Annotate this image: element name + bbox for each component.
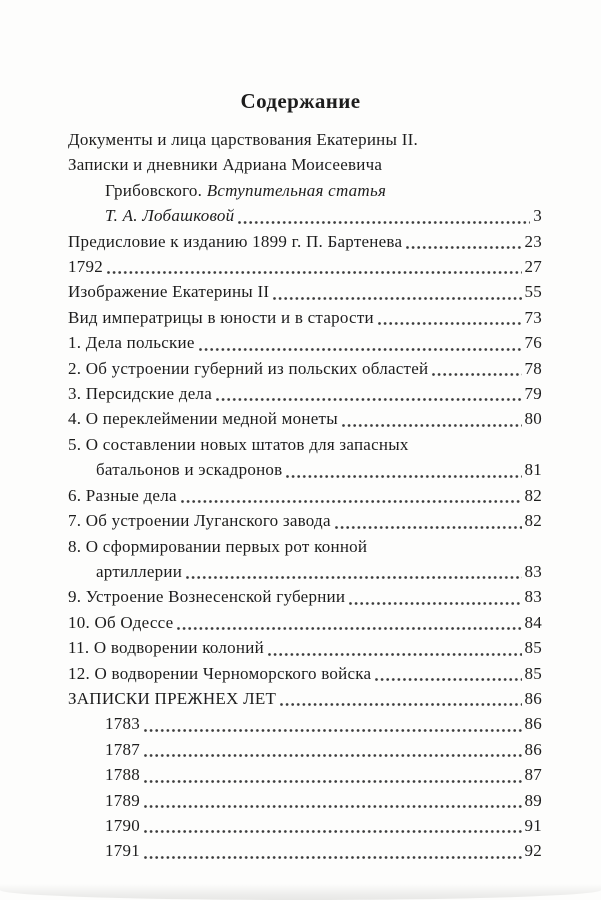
toc-entry-text: 1792 — [68, 257, 103, 277]
dot-leader — [177, 627, 521, 630]
page-number: 86 — [524, 739, 542, 759]
page-number: 73 — [524, 307, 542, 327]
dot-leader — [273, 297, 521, 300]
toc-entry-line — [68, 127, 542, 152]
toc-entry-line — [68, 381, 542, 406]
toc-entry-line — [68, 762, 542, 787]
page-number: 83 — [524, 587, 542, 607]
page-title: Содержание — [240, 89, 361, 113]
toc-entry-line — [68, 229, 542, 254]
dot-leader — [286, 475, 521, 478]
toc-entry-text: 1787 — [105, 739, 140, 759]
page-number: 84 — [524, 612, 542, 632]
toc-entry-line — [68, 635, 542, 660]
page-number: 76 — [524, 333, 542, 353]
toc-entry-line — [68, 203, 542, 228]
page-number: 55 — [524, 282, 542, 302]
toc-entry-text-italic: Вступительная статья — [206, 180, 387, 200]
dot-leader — [406, 246, 521, 249]
dot-leader — [144, 729, 522, 732]
toc-entry-text-normal: Грибовского. — [105, 180, 207, 200]
page-number: 79 — [524, 384, 542, 404]
page-number: 85 — [524, 638, 542, 658]
dot-leader — [342, 424, 522, 427]
dot-leader — [378, 322, 522, 325]
toc-entry-line — [68, 534, 542, 559]
dot-leader — [144, 780, 522, 783]
toc-entry-line — [68, 508, 542, 533]
toc-entry-line — [68, 356, 542, 381]
toc-entry-line — [68, 432, 542, 457]
toc-entry-text: 1783 — [105, 714, 140, 734]
toc-entry-text: 2. Об устроении губерний из польских областей — [68, 358, 429, 378]
page-number: 89 — [524, 790, 542, 810]
page-number: 27 — [524, 257, 542, 277]
toc-entry-line — [68, 559, 542, 584]
dot-leader — [280, 703, 521, 706]
page-bottom-shadow — [0, 884, 601, 900]
page-number: 23 — [524, 231, 542, 251]
dot-leader — [144, 830, 522, 833]
toc-entry-line — [68, 584, 542, 609]
page-number: 91 — [524, 815, 542, 835]
dot-leader — [216, 398, 521, 401]
toc-entry-line — [68, 152, 542, 177]
page-number: 92 — [524, 841, 542, 861]
toc-entry-line — [68, 788, 542, 813]
dot-leader — [181, 500, 522, 503]
dot-leader — [238, 221, 530, 224]
toc-entry-text: 4. О переклеймении медной монеты — [68, 409, 338, 429]
toc-entry-line — [68, 178, 542, 203]
dot-leader — [144, 754, 522, 757]
dot-leader — [335, 526, 522, 529]
toc-entry-text: Вид императрицы в юности и в старости — [68, 307, 374, 327]
toc-entry-text: 1788 — [105, 765, 140, 785]
toc-entry-line — [68, 610, 542, 635]
page-number: 3 — [533, 206, 542, 226]
toc-entry-text: 10. Об Одессе — [68, 612, 174, 632]
page-number: 85 — [524, 663, 542, 683]
page-number: 81 — [524, 460, 542, 480]
dot-leader — [268, 653, 522, 656]
toc-entry-line — [68, 661, 542, 686]
toc-entry-text: 9. Устроение Вознесенской губернии — [68, 587, 346, 607]
toc-entry-text: Предисловие к изданию 1899 г. П. Бартенева — [68, 231, 403, 251]
page-number: 86 — [524, 688, 542, 708]
dot-leader — [349, 602, 521, 605]
toc-entry-text: 1. Дела польские — [68, 333, 195, 353]
toc-entry-text: 1789 — [105, 790, 140, 810]
toc-entry-text-italic: Т. А. Лобашковой — [105, 206, 235, 226]
page-number: 86 — [524, 714, 542, 734]
toc-entry-line — [68, 737, 542, 762]
toc-entry-text: 1791 — [105, 841, 140, 861]
dot-leader — [144, 856, 522, 859]
toc-entry-text: Изображение Екатерины II — [68, 282, 270, 302]
toc-entry-line — [68, 483, 542, 508]
toc-entry-text: 12. О водворении Черноморского войска — [68, 663, 372, 683]
toc-entry-text: 11. О водворении колоний — [68, 638, 264, 658]
dot-leader — [107, 271, 522, 274]
toc-entry-text: Записки и дневники Адриана Моисеевича — [68, 155, 383, 175]
dot-leader — [186, 576, 521, 579]
toc-entry-line — [68, 838, 542, 863]
toc-entry-line — [68, 254, 542, 279]
page-number: 87 — [524, 765, 542, 785]
toc-entry-text: 1790 — [105, 815, 140, 835]
toc-entry-text — [105, 178, 386, 203]
toc-entry-text: 7. Об устроении Луганского завода — [68, 511, 331, 531]
page-number: 80 — [524, 409, 542, 429]
toc-entry-line — [68, 686, 542, 711]
toc-entry-line — [68, 305, 542, 330]
page-number: 82 — [524, 511, 542, 531]
toc-entry-line — [68, 330, 542, 355]
toc-entry-text: 5. О составлении новых штатов для запасных — [68, 434, 409, 454]
toc-entry-line — [68, 457, 542, 482]
toc-entry-line — [68, 406, 542, 431]
dot-leader — [375, 678, 521, 681]
toc-entry-text: Документы и лица царствования Екатерины II. — [68, 130, 419, 149]
table-of-contents — [68, 127, 542, 864]
page-number: 82 — [524, 485, 542, 505]
toc-entry-line — [68, 711, 542, 736]
dot-leader — [432, 373, 521, 376]
toc-entry-line — [68, 279, 542, 304]
page-number: 83 — [524, 561, 542, 581]
toc-entry-text: 6. Разные дела — [68, 485, 177, 505]
toc-entry-line — [68, 813, 542, 838]
toc-entry-text: 8. О сформировании первых рот конной — [68, 536, 368, 556]
toc-entry-text: 3. Персидские дела — [68, 384, 213, 404]
toc-entry-text: артиллерии — [96, 561, 183, 581]
toc-entry-text: батальонов и эскадронов — [96, 460, 283, 480]
dot-leader — [199, 348, 522, 351]
page-number: 78 — [524, 358, 542, 378]
toc-entry-text: ЗАПИСКИ ПРЕЖНЕХ ЛЕТ — [68, 688, 277, 708]
dot-leader — [144, 805, 522, 808]
